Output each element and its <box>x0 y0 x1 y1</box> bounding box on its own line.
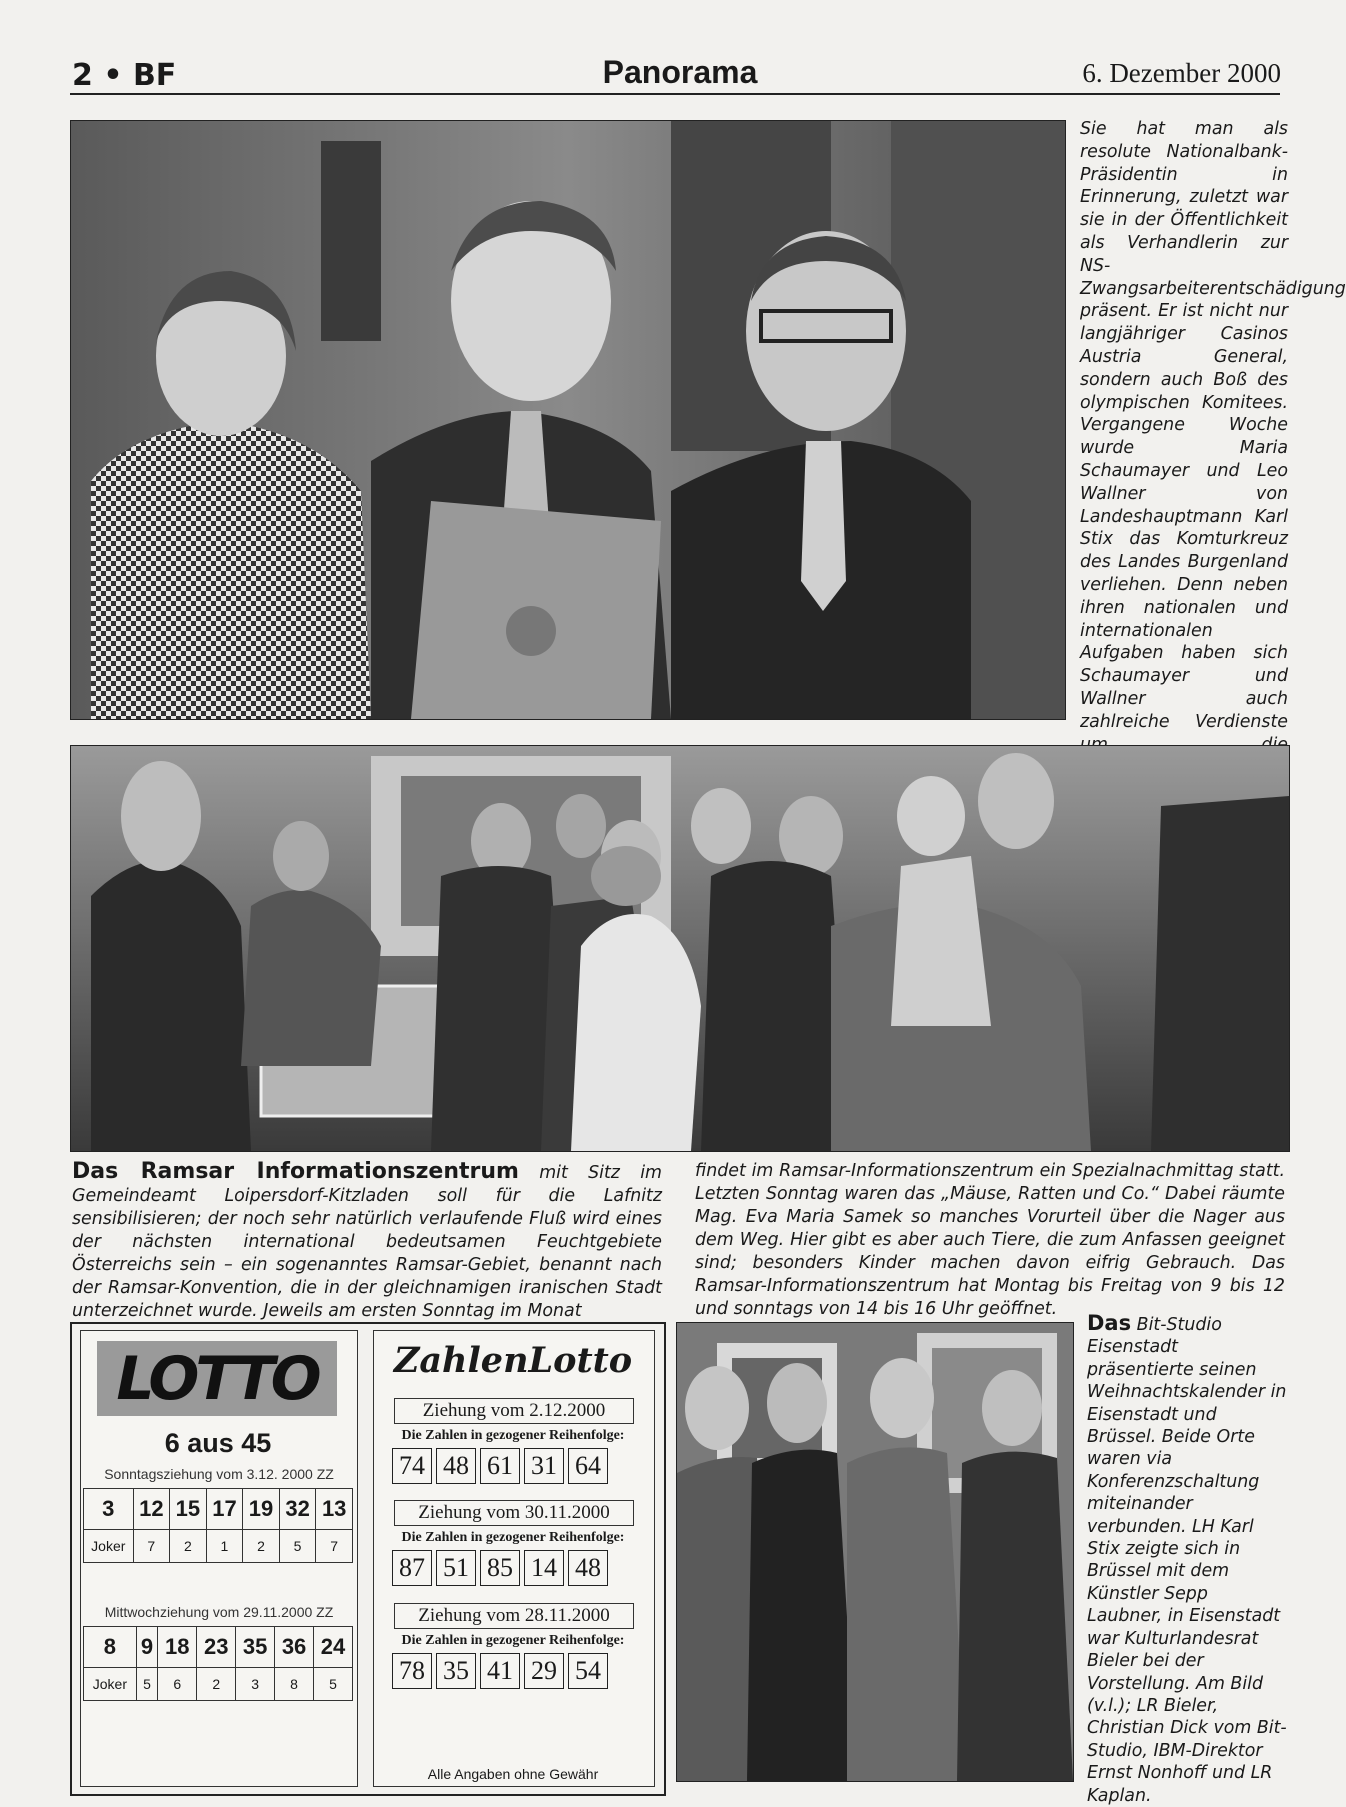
caption-ramsar-right: findet im Ramsar-Informationszentrum ein Spezialnachmittag statt. Letzten Sonntag waren das „Mäuse, Ratten und Co.“ Dabei räumte Mag. Eva Maria Samek so manches Vorurteil über die Nager aus dem Weg. Hier gibt es aber auch Tiere, die zum Anfassen geeignet sind; besonders Kinder machen davon eifrig Gebrauch. Das Ramsar-Informationszentrum hat Montag bis Freitag von 9 bis 12 und sonntags von 14 bis 16 Uhr geöffnet. <box>695 1161 1285 1319</box>
zahlenlotto-number: 78 <box>392 1653 432 1689</box>
photo-ramsar-center <box>70 745 1290 1152</box>
lotto-subtitle: 6 aus 45 <box>164 1428 272 1458</box>
lotto-number: 8 <box>84 1627 137 1668</box>
zahlenlotto-draw-date-2: Ziehung vom 30.11.2000 <box>394 1500 634 1526</box>
joker-digit: 3 <box>236 1668 275 1701</box>
joker-digit: 5 <box>314 1668 353 1701</box>
caption-award: Sie hat man als resolute Nationalbank-Präsidentin in Erinnerung, zuletzt war sie in der Öffentlichkeit als Verhandlerin zur NS-Zwangsarbeiterentschädigung präsent. Er ist nicht nur langjähriger Casinos Austria General, sondern auch Boß des olympischen Komitees. Vergangene Woche wurde Maria Schaumayer und Leo Wallner von Landeshauptmann Karl Stix das Komturkreuz des Landes Burgenland verliehen. Denn neben ihren nationalen und internationalen Aufgaben haben sich Schaumayer und Wallner auch zahlreiche Verdienste <box>1080 119 1346 732</box>
zahlenlotto-draw-date-3: Ziehung vom 28.11.2000 <box>394 1603 634 1629</box>
zahlenlotto-number: 35 <box>436 1653 476 1689</box>
lotto-number: 36 <box>275 1627 314 1668</box>
section-title: Panorama <box>602 54 758 90</box>
zahlenlotto-order-label: Die Zahlen in gezogener Reihenfolge: <box>401 1428 625 1443</box>
zahlenlotto-draw-date-1: Ziehung vom 2.12.2000 <box>394 1398 634 1424</box>
joker-digit: 1 <box>206 1530 243 1563</box>
lotto-number: 3 <box>84 1489 134 1530</box>
zahlenlotto-number: 48 <box>568 1550 608 1586</box>
zahlenlotto-order-label: Die Zahlen in gezogener Reihenfolge: <box>401 1633 625 1648</box>
caption-bit-studio <box>1087 1312 1287 1807</box>
joker-digit: 7 <box>316 1530 353 1563</box>
joker-digit: 2 <box>243 1530 280 1563</box>
lotto-bonus-number: 13 <box>316 1489 353 1530</box>
zahlenlotto-number: 85 <box>480 1550 520 1586</box>
zahlenlotto-number: 51 <box>436 1550 476 1586</box>
zahlenlotto-number: 41 <box>480 1653 520 1689</box>
lotto-number: 17 <box>206 1489 243 1530</box>
lotto-bonus-number: 24 <box>314 1627 353 1668</box>
zahlenlotto-number: 54 <box>568 1653 608 1689</box>
joker-digit: 7 <box>133 1530 170 1563</box>
caption-bit-studio-text: Bit-Studio Eisenstadt präsentierte seinen Weihnachtskalender in Eisenstadt und Brüssel. Beide Orte waren via Konferenzschaltung miteinander verbunden. LH Karl Stix zeigte sich in Brüssel mit dem Künstler Sepp Laubner, in Eisenstadt war Kulturlandesrat Bieler bei der Vorstellung. Am Bild (v.l.); LR Bieler, Christian Dick vom Bit-Studio, IBM-Direktor Ernst Nonhoff und LR Kaplan. <box>1087 1315 1287 1806</box>
joker-digit: 8 <box>275 1668 314 1701</box>
header-rule <box>70 93 1280 95</box>
page-number: 2 • BF <box>72 58 177 93</box>
zahlenlotto-number: 74 <box>392 1448 432 1484</box>
joker-label: Joker <box>84 1530 134 1563</box>
lotto-draw-label-2: Mittwochziehung vom 29.11.2000 ZZ <box>104 1604 334 1620</box>
joker-digit: 5 <box>279 1530 316 1563</box>
zahlenlotto-number: 48 <box>436 1448 476 1484</box>
lotto-number: 32 <box>279 1489 316 1530</box>
zahlenlotto-number: 64 <box>568 1448 608 1484</box>
photo-award-ceremony <box>70 120 1066 720</box>
zahlenlotto-number: 61 <box>480 1448 520 1484</box>
joker-digit: 6 <box>158 1668 197 1701</box>
joker-digit: 5 <box>136 1668 158 1701</box>
lotto-number: 9 <box>136 1627 158 1668</box>
caption-bit-studio-lead: Das <box>1087 1311 1132 1335</box>
caption-ramsar-left-text: mit Sitz im Gemeindeamt Loipersdorf-Kitzladen soll für die Lafnitz sensibilisieren; der noch sehr natürlich verlaufende Fluß wird eines der nächsten international bedeutsamen Feuchtgebiete Österreichs sein – ein sogenanntes Ramsar-Gebiet, benannt nach der Ramsar-Konvention, die in der gleichnamigen iranischen Stadt unterzeichnet wurde. Jeweils am ersten Sonntag im Monat <box>72 1163 662 1321</box>
joker-digit: 2 <box>197 1668 236 1701</box>
zahlenlotto-disclaimer: Alle Angaben ohne Gewähr <box>427 1766 599 1782</box>
zahlenlotto-numbers-2 <box>392 1550 608 1586</box>
lotto-number: 35 <box>236 1627 275 1668</box>
joker-digit: 2 <box>170 1530 207 1563</box>
lotto-number: 19 <box>243 1489 280 1530</box>
lotto-draw-table-1 <box>83 1488 353 1563</box>
zahlenlotto-logo: ZahlenLotto <box>393 1340 633 1381</box>
lotto-number: 12 <box>133 1489 170 1530</box>
lotto-logo: LOTTO <box>97 1341 337 1416</box>
zahlenlotto-numbers-3 <box>392 1653 608 1689</box>
lotto-number: 18 <box>158 1627 197 1668</box>
zahlenlotto-number: 14 <box>524 1550 564 1586</box>
lotto-number: 15 <box>170 1489 207 1530</box>
caption-ramsar-lead: Das Ramsar Informationszentrum <box>72 1159 519 1184</box>
zahlenlotto-number: 29 <box>524 1653 564 1689</box>
lotto-draw-label-1: Sonntagsziehung vom 3.12. 2000 ZZ <box>104 1466 334 1482</box>
zahlenlotto-numbers-1 <box>392 1448 608 1484</box>
zahlenlotto-number: 31 <box>524 1448 564 1484</box>
zahlenlotto-order-label: Die Zahlen in gezogener Reihenfolge: <box>401 1530 625 1545</box>
caption-ramsar-left <box>72 1160 662 1323</box>
lotto-number: 23 <box>197 1627 236 1668</box>
joker-label: Joker <box>84 1668 137 1701</box>
issue-date: 6. Dezember 2000 <box>1082 58 1281 88</box>
photo-bit-studio <box>676 1322 1074 1782</box>
zahlenlotto-number: 87 <box>392 1550 432 1586</box>
lotto-draw-table-2 <box>83 1626 353 1701</box>
